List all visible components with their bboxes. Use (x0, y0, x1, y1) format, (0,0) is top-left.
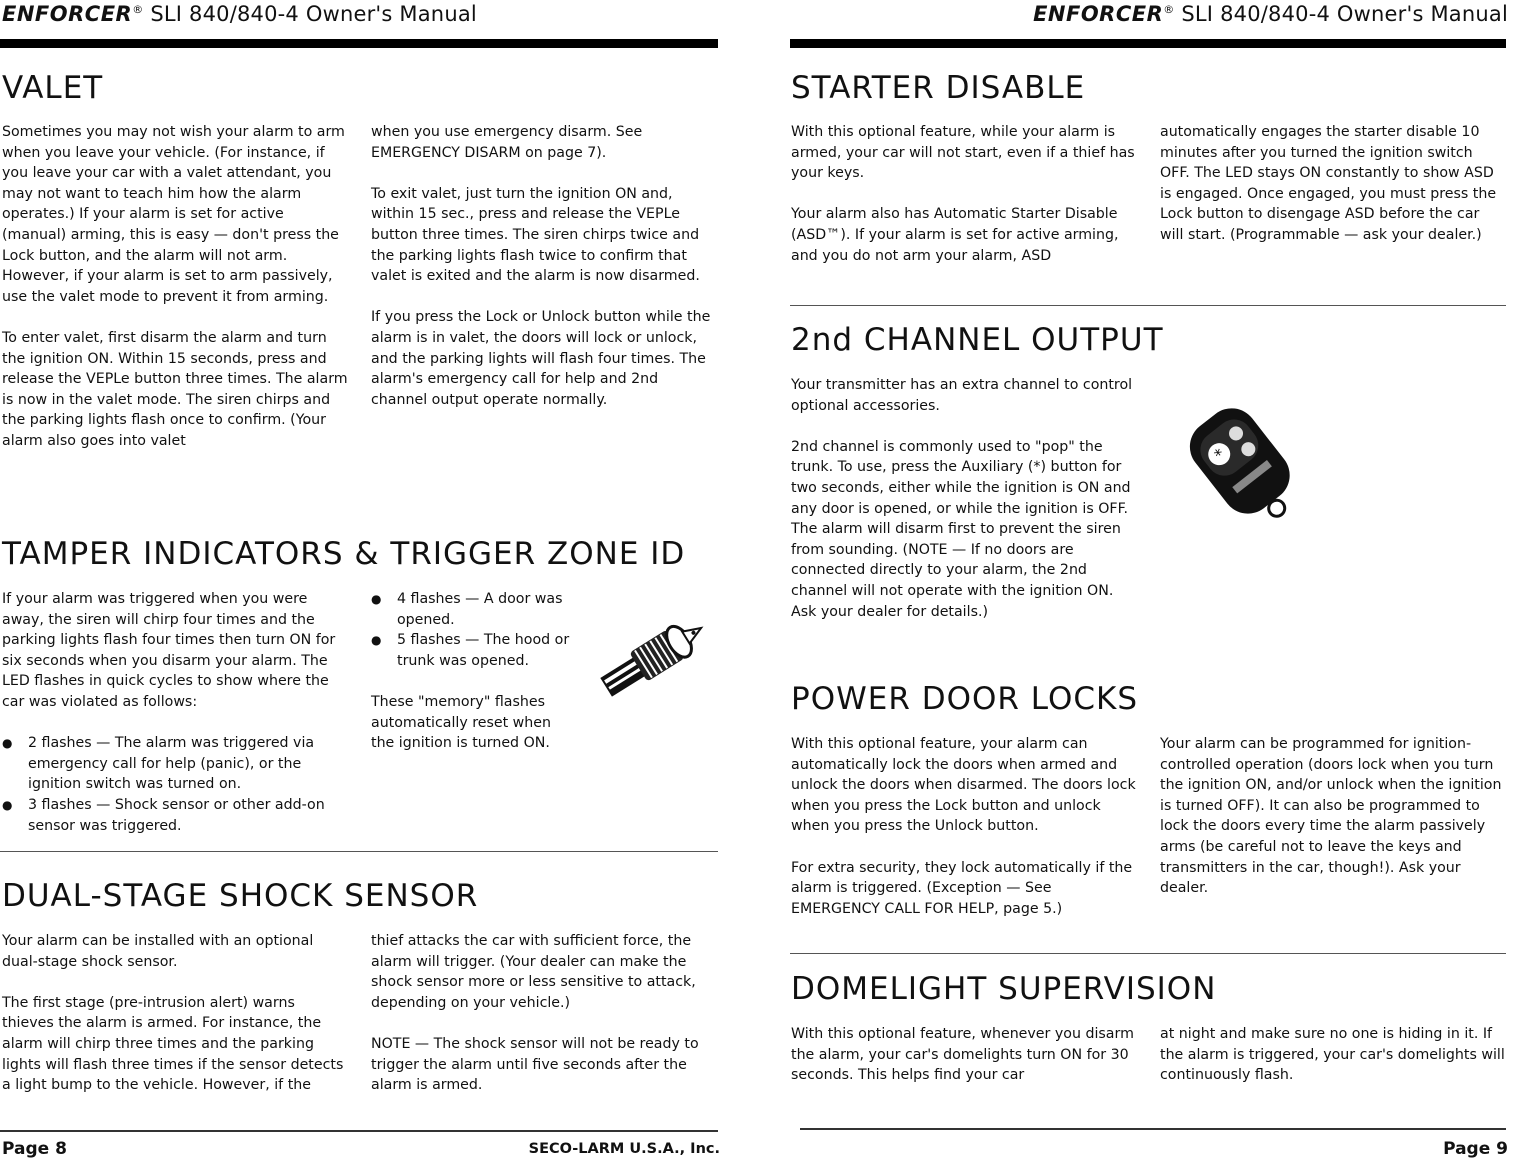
section-title-starter: STARTER DISABLE (791, 70, 1086, 106)
manual-title: SLI 840/840-4 Owner's Manual (150, 2, 477, 26)
brand-name: ENFORCER (2, 2, 133, 26)
svg-text:*: * (1210, 444, 1229, 465)
paragraph: 2nd channel is commonly used to "pop" the trunk. To use, press the Auxiliary (*) button for two seconds, either while the ignition is ON and any door is opened, or while the ignition is OFF. The alarm will disarm first to prevent the siren from sounding. (NOTE — If no doors are connected directly to your alarm, the 2nd channel will not operate with the ignition ON. Ask your dealer for details.) (791, 438, 1131, 620)
section-divider (0, 851, 718, 852)
list-item: ● 5 flashes — The hood or trunk was opened. (371, 630, 571, 671)
header-bar (790, 39, 1506, 48)
starter-col2 (1160, 122, 1506, 246)
running-header (2, 2, 477, 26)
left-page (0, 0, 722, 1167)
paragraph: With this optional feature, whenever you disarm the alarm, your car's domelights turn ON for 30 seconds. This helps find your car (791, 1026, 1134, 1084)
registered-mark: ® (1163, 3, 1175, 16)
paragraph: Your transmitter has an extra channel to control optional accessories. (791, 377, 1133, 414)
list-item: ● 2 flashes — The alarm was triggered via emergency call for help (panic), or the ignition switch was turned on. (2, 733, 348, 795)
paragraph: when you use emergency disarm. See EMERGENCY DISARM on page 7). (371, 124, 643, 161)
footer-rule (800, 1128, 1506, 1130)
paragraph: For extra security, they lock automatically if the alarm is triggered. (Exception — See EMERGENCY CALL FOR HELP, page 5.) (791, 859, 1133, 917)
paragraph: Your alarm also has Automatic Starter Disable (ASD™). If your alarm is set for active arming, and you do not arm your alarm, ASD (791, 206, 1119, 264)
registered-mark: ® (132, 3, 144, 16)
dome-col1 (791, 1024, 1137, 1086)
header-bar (0, 39, 718, 48)
paragraph: If your alarm was triggered when you were away, the siren will chirp four times and the parking lights flash four times then turn ON for six seconds when you disarm your alarm. The LED flashes in quick cycles to show where the car was violated as follows: (2, 591, 336, 710)
page-number: Page 8 (2, 1139, 67, 1159)
section-title-tamper: TAMPER INDICATORS & TRIGGER ZONE ID (2, 536, 686, 572)
paragraph: Sometimes you may not wish your alarm to arm when you leave your vehicle. (For instance, if you leave your car with a valet attendant, you may not want to teach him how the alarm operates.) If your alarm is set for active (manual) arming, this is easy — don't press the Lock button, and the alarm will not arm. However, if your alarm is set to arm passively, use the valet mode to prevent it from arming. (2, 124, 345, 305)
tamper-col2 (371, 589, 571, 754)
section-title-valet: VALET (2, 70, 104, 106)
channel-col1 (791, 375, 1139, 622)
section-title-dome: DOMELIGHT SUPERVISION (791, 971, 1217, 1007)
list-item: ● 3 flashes — Shock sensor or other add-on sensor was triggered. (2, 795, 348, 836)
manual-title: SLI 840/840-4 Owner's Manual (1181, 2, 1508, 26)
locks-col2 (1160, 734, 1508, 899)
paragraph: To exit valet, just turn the ignition ON and, within 15 sec., press and release the VEPLe button three times. The siren chirps twice and the parking lights flash twice to confirm that valet is exited and the alarm is now disarmed. (371, 185, 700, 285)
company-name: SECO-LARM U.S.A., Inc. (528, 1141, 720, 1157)
shock-col1 (2, 931, 350, 1096)
paragraph: thief attacks the car with sufficient force, the alarm will trigger. (Your dealer can make the shock sensor more or less sensitive to attack, depending on your vehicle.) (371, 933, 696, 1011)
list-item: ● 4 flashes — A door was opened. (371, 589, 571, 630)
paragraph: Your alarm can be installed with an optional dual-stage shock sensor. (2, 933, 314, 970)
section-divider (790, 305, 1506, 306)
tamper-bullets-2 (371, 589, 571, 671)
running-header (1033, 2, 1508, 26)
right-page (790, 0, 1508, 1167)
paragraph: If you press the Lock or Unlock button while the alarm is in valet, the doors will lock or unlock, and the parking lights will flash four times. The alarm's emergency call for help and 2nd channel output operate normally. (371, 309, 711, 408)
section-title-channel: 2nd CHANNEL OUTPUT (791, 322, 1164, 358)
tamper-col1 (2, 589, 348, 836)
shock-col2 (371, 931, 719, 1096)
transmitter-illustration (1178, 380, 1318, 525)
tamper-bullets-1 (2, 733, 348, 836)
paragraph: To enter valet, first disarm the alarm and turn the ignition ON. Within 15 seconds, press and release the VEPLe button three times. The alarm is now in the valet mode. The siren chirps and the parking lights flash once to confirm. (Your alarm also goes into valet (2, 329, 348, 449)
valet-col1 (2, 122, 350, 452)
page-number: Page 9 (1443, 1139, 1508, 1159)
paragraph: NOTE — The shock sensor will not be ready to trigger the alarm until five seconds after the alarm is armed. (371, 1035, 699, 1094)
paragraph: automatically engages the starter disable 10 minutes after you turned the ignition switch OFF. The LED stays ON constantly to show ASD is engaged. Once engaged, you must press the Lock button to disengage ASD before the car will start. (Programmable — ask your dealer.) (1160, 124, 1497, 243)
paragraph: With this optional feature, while your alarm is armed, your car will not start, even if a thief has your keys. (791, 124, 1135, 182)
paragraph: The first stage (pre-intrusion alert) warns thieves the alarm is armed. For instance, the alarm will chirp three times and the parking lights will flash three times if the sensor detects a light bump to the vehicle. However, if the (2, 994, 344, 1094)
paragraph: With this optional feature, your alarm can automatically lock the doors when armed and unlock the doors when disarmed. The doors lock when you press the Lock button and unlock when you press the Unlock button. (791, 736, 1136, 835)
brand-name: ENFORCER (1033, 2, 1164, 26)
locks-col1 (791, 734, 1139, 919)
sensor-illustration (588, 610, 722, 706)
section-title-locks: POWER DOOR LOCKS (791, 681, 1139, 717)
paragraph: Your alarm can be programmed for ignition-controlled operation (doors lock when you turn the ignition ON, and/or unlock when the ignition is turned OFF). It can also be programmed to lock the doors every time the alarm passively arms (be careful not to leave the keys and transmitters in the car, though!). Ask your dealer. (1160, 736, 1502, 897)
valet-col2 (371, 122, 717, 410)
starter-col1 (791, 122, 1137, 266)
dome-col2 (1160, 1024, 1506, 1086)
paragraph: These "memory" flashes automatically reset when the ignition is turned ON. (371, 693, 551, 752)
section-divider (790, 953, 1506, 954)
paragraph: at night and make sure no one is hiding in it. If the alarm is triggered, your car's domelights will continuously flash. (1160, 1026, 1505, 1084)
section-title-shock: DUAL-STAGE SHOCK SENSOR (2, 878, 479, 914)
footer-rule (0, 1130, 718, 1132)
